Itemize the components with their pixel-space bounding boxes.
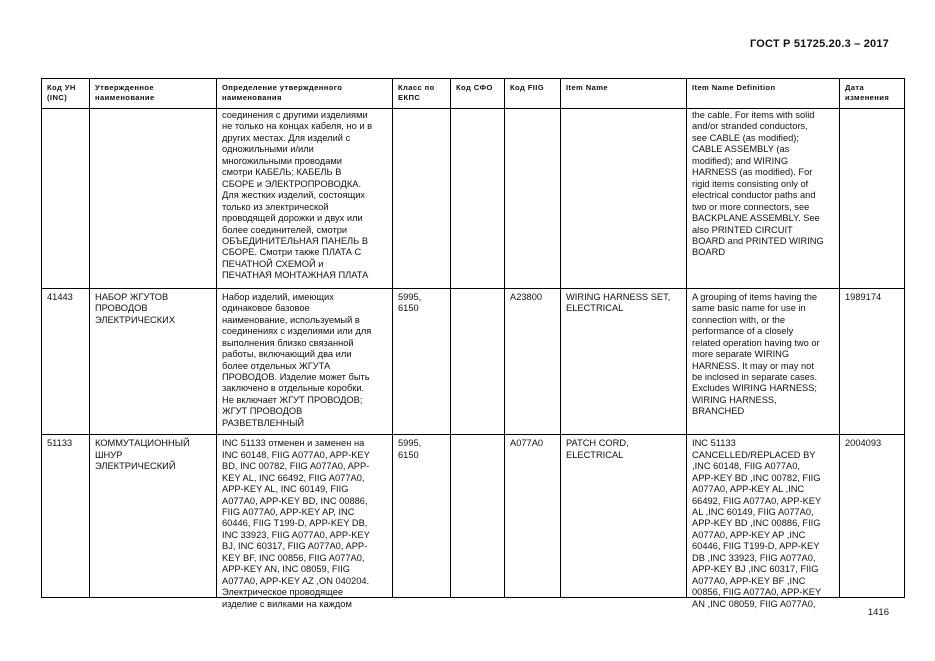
cell-item-name-definition: the cable. For items with solid and/or stranded conductors, see CABLE (as modified); CABLE ASSEMBLY (as modified); and WIRING HARNESS (as modified). For rigid items consisting only of electrical conductor paths and two or more connectors, see BACKPLANE ASSEMBLY. See also PRINTED CIRCUIT BOARD and PRINTED WIRING BOARD <box>687 109 840 289</box>
cell-item-name: WIRING HARNESS SET, ELECTRICAL <box>561 288 687 434</box>
header-sfo: Код СФО <box>451 79 505 109</box>
page-number: 1416 <box>867 607 889 618</box>
cell-sfo <box>451 288 505 434</box>
cell-inc: 41443 <box>42 288 90 434</box>
cell-class <box>393 109 451 289</box>
cell-class: 5995, 6150 <box>393 288 451 434</box>
cell-text: 5995, 6150 <box>398 438 422 460</box>
cell-text: 51133 <box>47 438 73 449</box>
cell-text: 2004093 <box>845 438 882 449</box>
cell-sfo <box>451 435 505 598</box>
header-inc: Код УН (INC) <box>42 79 90 109</box>
cell-definition: Набор изделий, имеющих одинаковое базовое наименование, используемый в соединениях с изделиями или для выполнения близко связанной работы, включающий два или более отдельных ЖГУТА ПРОВОДОВ. Изделие может быть заключено в отдельные коробки. Не включает ЖГУТ ПРОВОДОВ; ЖГУТ ПРОВОДОВ РАЗВЕТВЛЕННЫЙ <box>217 288 393 434</box>
cell-text: INC 51133 CANCELLED/REPLACED BY ,INC 60148, FIIG A077A0, APP-KEY BD ,INC 00782, FIIG A077A0, APP-KEY AL ,INC 66492, FIIG A077A0, APP-KEY AL ,INC 60149, FIIG A077A0, APP-KEY BD ,INC 00886, FIIG A077A0, APP-KEY AP ,INC 60446, FIIG T199-D, APP-KEY DB ,INC 33923, FIIG A077A0, APP-KEY BJ ,INC 60317, FIIG A077A0, APP-KEY BF ,INC 00856, FIIG A077A0, APP-KEY AN ,INC 08059, FIIG A077A0, <box>692 438 822 609</box>
cell-sfo <box>451 109 505 289</box>
cell-text: PATCH CORD, ELECTRICAL <box>566 438 629 460</box>
cell-inc <box>42 109 90 289</box>
nomenclature-table <box>41 78 905 609</box>
document-standard-header: ГОСТ Р 51725.20.3 – 2017 <box>749 38 889 50</box>
cell-fiig <box>505 109 561 289</box>
header-definition: Определение утвержденного наименования <box>217 79 393 109</box>
cell-text: INC 51133 отменен и заменен на INC 60148, FIIG A077A0, APP-KEY BD, INC 00782, FIIG A077A0, APP- KEY AL, INC 66492, FIIG A077A0, APP-KEY AL, INC 60149, FIIG A077A0, APP-KEY BD, INC 00886, FIIG A077A0, APP-KEY AP, INC 60446, FIIG T199-D, APP-KEY DB, INC 33923, FIIG A077A0, APP-KEY BJ, INC 60317, FIIG A077A0, APP- KEY BF, INC 00856, FIIG A077A0, APP-KEY AN, INC 08059, FIIG A077A0, APP-KEY AZ ,ON 040204. Электрическое проводящее изделие с вилками на каждом <box>222 438 370 609</box>
cell-definition: соединения с другими изделиями не только на концах кабеля, но и в других местах. Для изделий с одножильными и/или многожильными проводами смотри КАБЕЛЬ; КАБЕЛЬ В СБОРЕ и ЭЛЕКТРОПРОВОДКА. Для жестких изделий, состоящих только из электрической проводящей дорожки и двух или более соединителей, смотри ОБЪЕДИНИТЕЛЬНАЯ ПАНЕЛЬ В СБОРЕ. Смотри также ПЛАТА С ПЕЧАТНОЙ СХЕМОЙ и ПЕЧАТНАЯ МОНТАЖНАЯ ПЛАТА <box>217 109 393 289</box>
header-item-name-definition: Item Name Definition <box>687 79 840 109</box>
cell-item-name <box>561 109 687 289</box>
table-row <box>42 288 905 434</box>
header-fiig: Код FIIG <box>505 79 561 109</box>
header-class: Класс по ЕКПС <box>393 79 451 109</box>
cell-approved-name <box>90 109 217 289</box>
table-row <box>42 435 905 598</box>
header-approved-name: Утвержденное наименование <box>90 79 217 109</box>
cell-approved-name: НАБОР ЖГУТОВ ПРОВОДОВ ЭЛЕКТРИЧЕСКИХ <box>90 288 217 434</box>
table-header-row <box>42 79 905 109</box>
table-row <box>42 109 905 289</box>
cell-fiig <box>505 435 561 598</box>
cell-text <box>456 438 499 597</box>
cell-definition <box>217 435 393 609</box>
header-change-date: Дата изменения <box>840 79 905 109</box>
cell-text: КОММУТАЦИОННЫЙ ШНУР ЭЛЕКТРИЧЕСКИЙ <box>95 438 190 472</box>
cell-change-date <box>840 109 905 289</box>
cell-change-date <box>840 435 905 598</box>
cell-change-date: 1989174 <box>840 288 905 434</box>
cell-class <box>393 435 451 598</box>
cell-item-name <box>561 435 687 598</box>
cell-item-name-definition <box>687 435 840 609</box>
cell-inc <box>42 435 90 598</box>
header-item-name: Item Name <box>561 79 687 109</box>
cell-approved-name <box>90 435 217 598</box>
cell-text: A077A0 <box>510 438 544 449</box>
cell-item-name-definition: A grouping of items having the same basic name for use in connection with, or the performance of a closely related operation having two or more separate WIRING HARNESS. It may or may not be inclosed in separate cases. Excludes WIRING HARNESS; WIRING HARNESS, BRANCHED <box>687 288 840 434</box>
cell-fiig: A23800 <box>505 288 561 434</box>
